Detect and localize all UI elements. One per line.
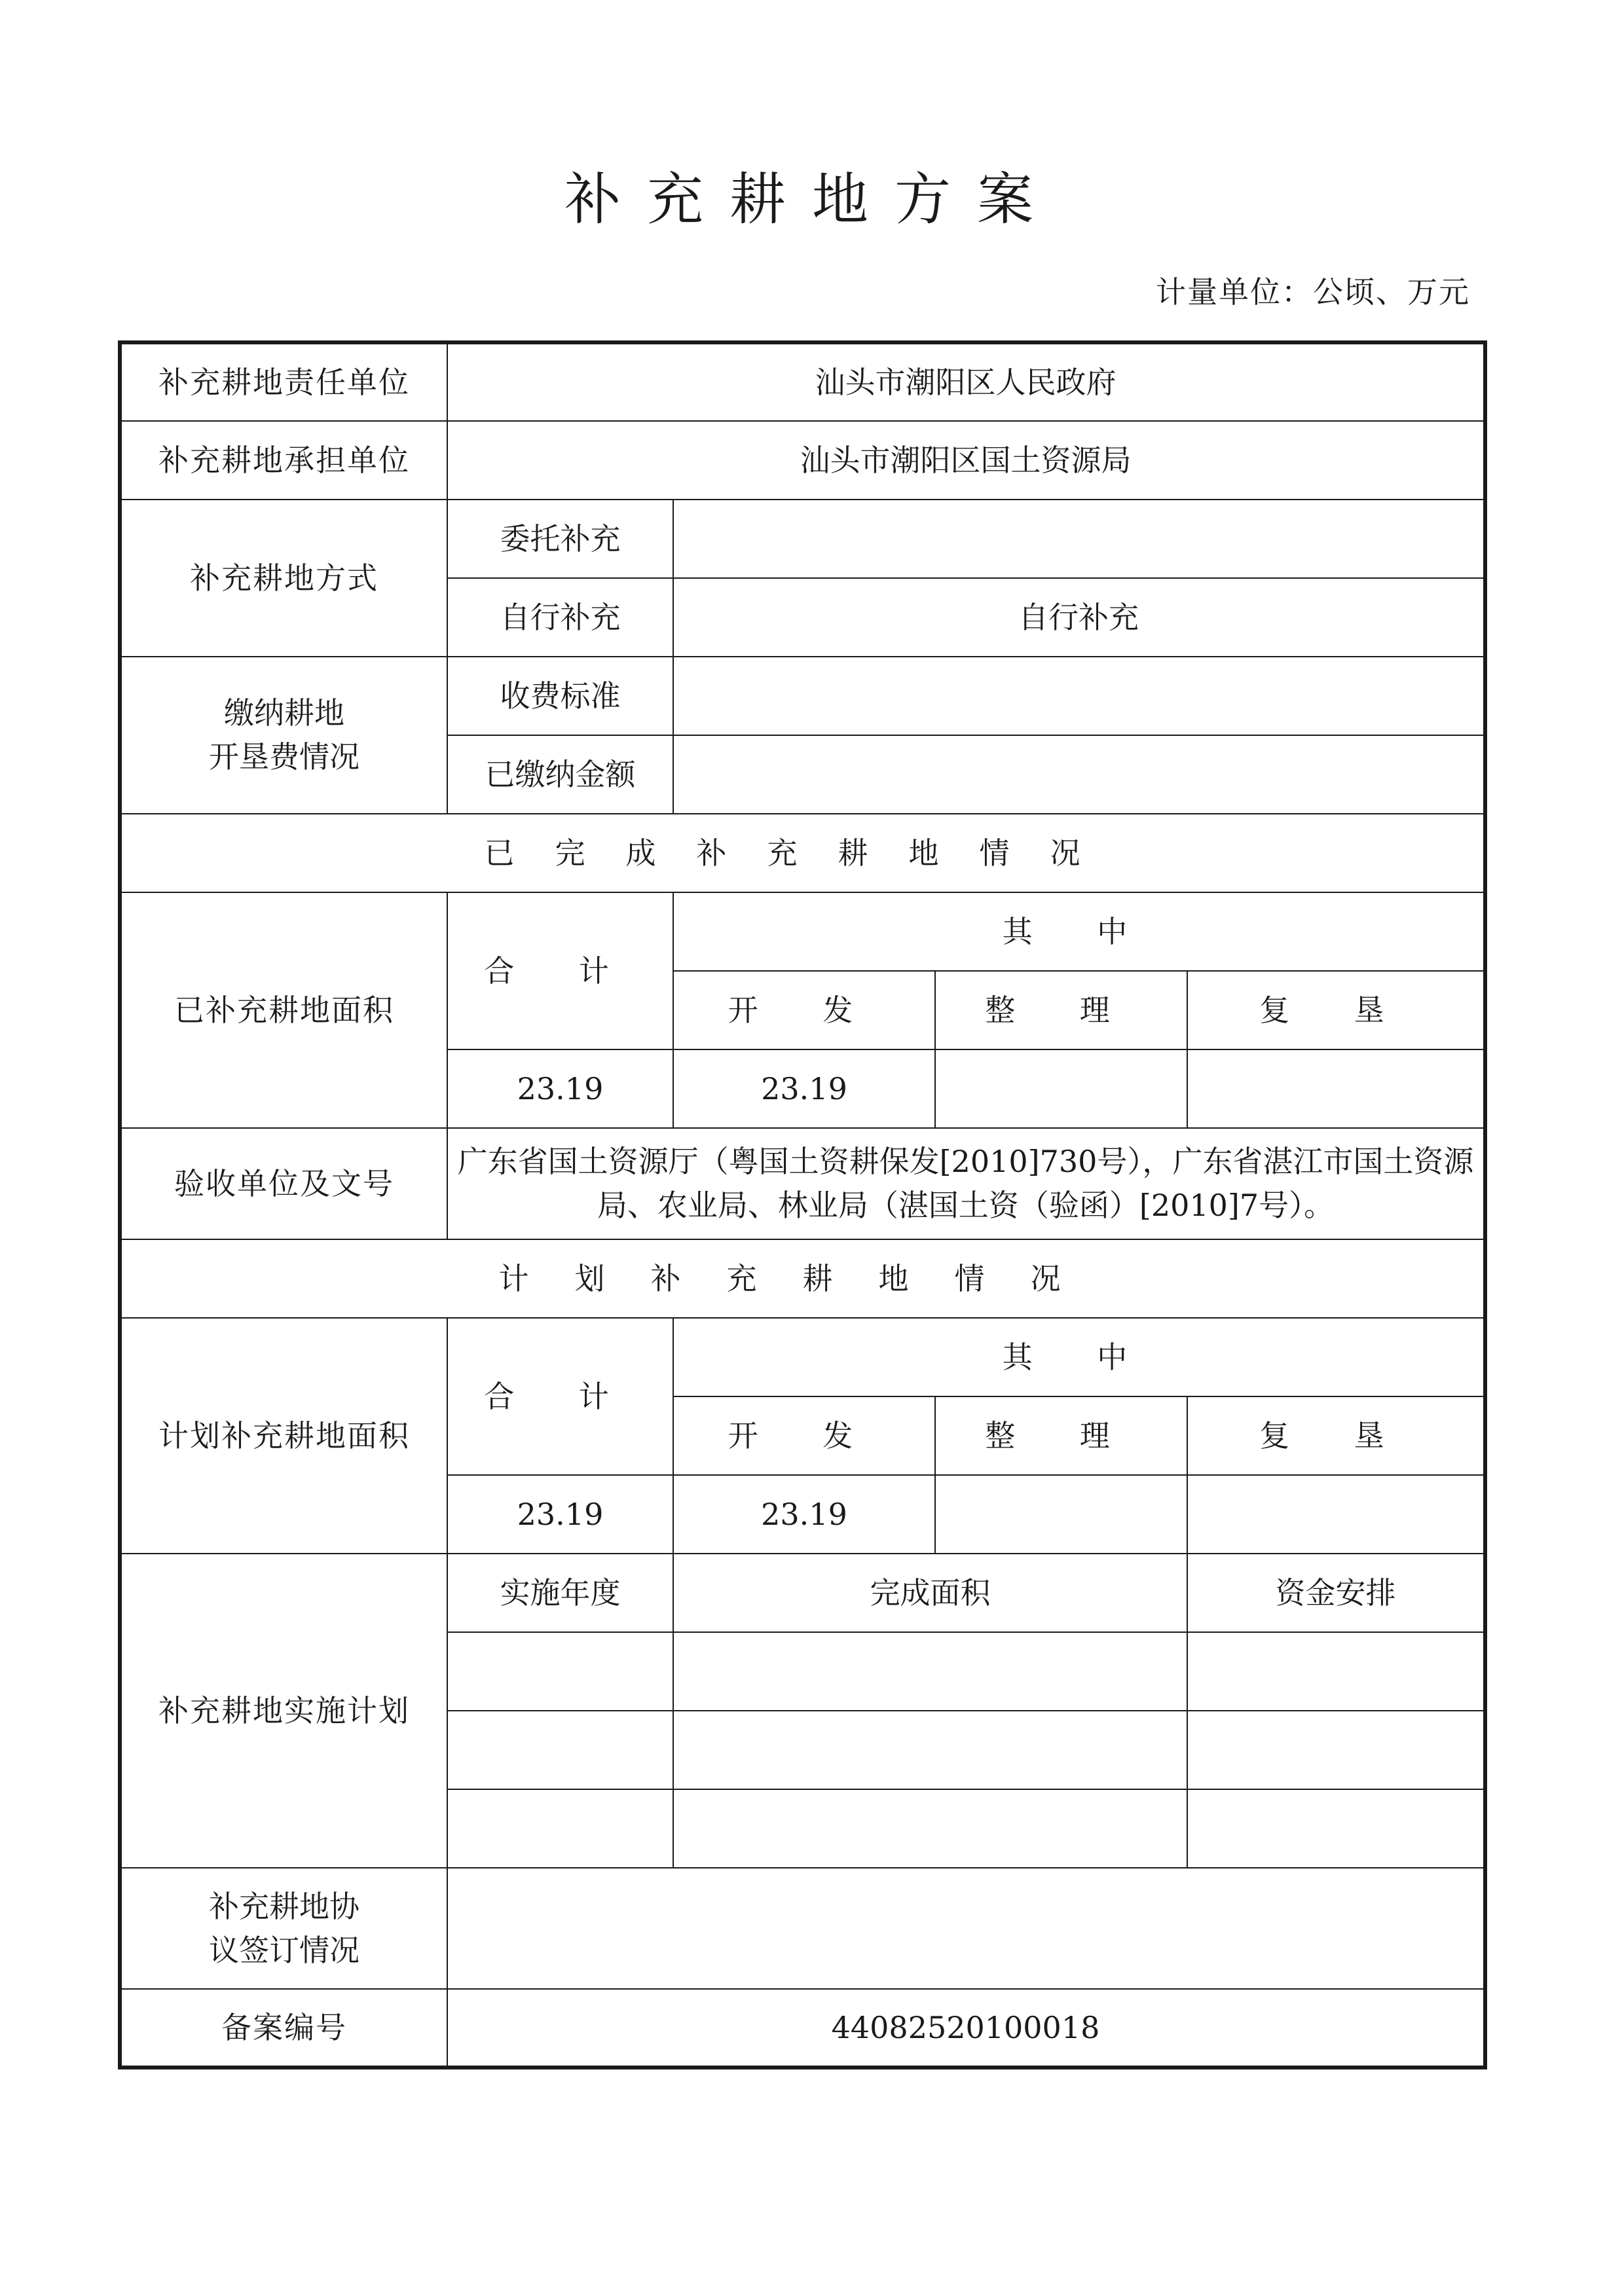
- fee-standard-value: [673, 657, 1485, 735]
- completed-total-label: 合 计: [447, 892, 673, 1049]
- filing-number-label: 备案编号: [120, 1989, 447, 2068]
- method-entrust-value: [673, 500, 1485, 578]
- plan-row-1-year: [447, 1632, 673, 1711]
- planned-develop-label: 开 发: [673, 1396, 935, 1475]
- method-self-label: 自行补充: [447, 578, 673, 657]
- planned-section-title: [120, 1239, 1485, 1318]
- fee-label-line-2: 开垦费情况: [209, 739, 360, 774]
- planned-develop-value: 23.19: [673, 1475, 935, 1554]
- completed-area-label: 已补充耕地面积: [120, 892, 447, 1128]
- method-entrust-label: 委托补充: [447, 500, 673, 578]
- fee-label: [120, 657, 447, 814]
- planned-arrange-label: 整 理: [935, 1396, 1187, 1475]
- plan-row-1-funds: [1187, 1632, 1485, 1711]
- undertaker-unit-label: 补充耕地承担单位: [120, 421, 447, 500]
- planned-reclaim-label: 复 垦: [1187, 1396, 1485, 1475]
- planned-reclaim-value: [1187, 1475, 1485, 1554]
- fee-label-line-1: 缴纳耕地: [224, 695, 344, 731]
- planned-of-which-label: 其 中: [673, 1318, 1485, 1396]
- planned-arrange-value: [935, 1475, 1187, 1554]
- plan-area-header: 完成面积: [673, 1554, 1187, 1632]
- measurement-unit: 计量单位：公顷、万元: [1156, 274, 1470, 310]
- plan-funds-header: 资金安排: [1187, 1554, 1485, 1632]
- completed-section-title-text: 已完成补充耕地情况: [484, 835, 1121, 871]
- plan-row-2-year: [447, 1711, 673, 1789]
- supplementary-farmland-form: [118, 340, 1487, 2069]
- fee-paid-value: [673, 735, 1485, 814]
- completed-arrange-label: 整 理: [935, 971, 1187, 1049]
- undertaker-unit-value: 汕头市潮阳区国土资源局: [447, 421, 1485, 500]
- plan-row-2-area: [673, 1711, 1187, 1789]
- acceptance-value: 广东省国土资源厅（粤国土资耕保发[2010]730号），广东省湛江市国土资源局、农业局、林业局（湛国土资（验函）[2010]7号）。: [447, 1128, 1485, 1239]
- completed-reclaim-value: [1187, 1049, 1485, 1128]
- planned-section-title-text: 计划补充耕地情况: [498, 1260, 1107, 1296]
- completed-arrange-value: [935, 1049, 1187, 1128]
- planned-total-value: 23.19: [447, 1475, 673, 1554]
- completed-section-title: [120, 814, 1485, 892]
- agreement-label-line-2: 议签订情况: [209, 1932, 360, 1968]
- method-self-value: 自行补充: [673, 578, 1485, 657]
- document-title: 补充耕地方案: [564, 167, 1060, 232]
- method-label: 补充耕地方式: [120, 500, 447, 657]
- acceptance-label: 验收单位及文号: [120, 1128, 447, 1239]
- completed-total-value: 23.19: [447, 1049, 673, 1128]
- responsible-unit-label: 补充耕地责任单位: [120, 342, 447, 421]
- completed-of-which-label: 其 中: [673, 892, 1485, 971]
- plan-year-header: 实施年度: [447, 1554, 673, 1632]
- plan-row-3-funds: [1187, 1789, 1485, 1868]
- agreement-value: [447, 1868, 1485, 1989]
- plan-label: 补充耕地实施计划: [120, 1554, 447, 1868]
- agreement-label-line-1: 补充耕地协: [209, 1888, 360, 1924]
- responsible-unit-value: 汕头市潮阳区人民政府: [447, 342, 1485, 421]
- plan-row-3-area: [673, 1789, 1187, 1868]
- filing-number-value: 44082520100018: [447, 1989, 1485, 2068]
- completed-reclaim-label: 复 垦: [1187, 971, 1485, 1049]
- completed-develop-label: 开 发: [673, 971, 935, 1049]
- plan-row-3-year: [447, 1789, 673, 1868]
- fee-paid-label: 已缴纳金额: [447, 735, 673, 814]
- completed-develop-value: 23.19: [673, 1049, 935, 1128]
- planned-total-label: 合 计: [447, 1318, 673, 1475]
- plan-row-1-area: [673, 1632, 1187, 1711]
- agreement-label: [120, 1868, 447, 1989]
- fee-standard-label: 收费标准: [447, 657, 673, 735]
- planned-area-label: 计划补充耕地面积: [120, 1318, 447, 1554]
- plan-row-2-funds: [1187, 1711, 1485, 1789]
